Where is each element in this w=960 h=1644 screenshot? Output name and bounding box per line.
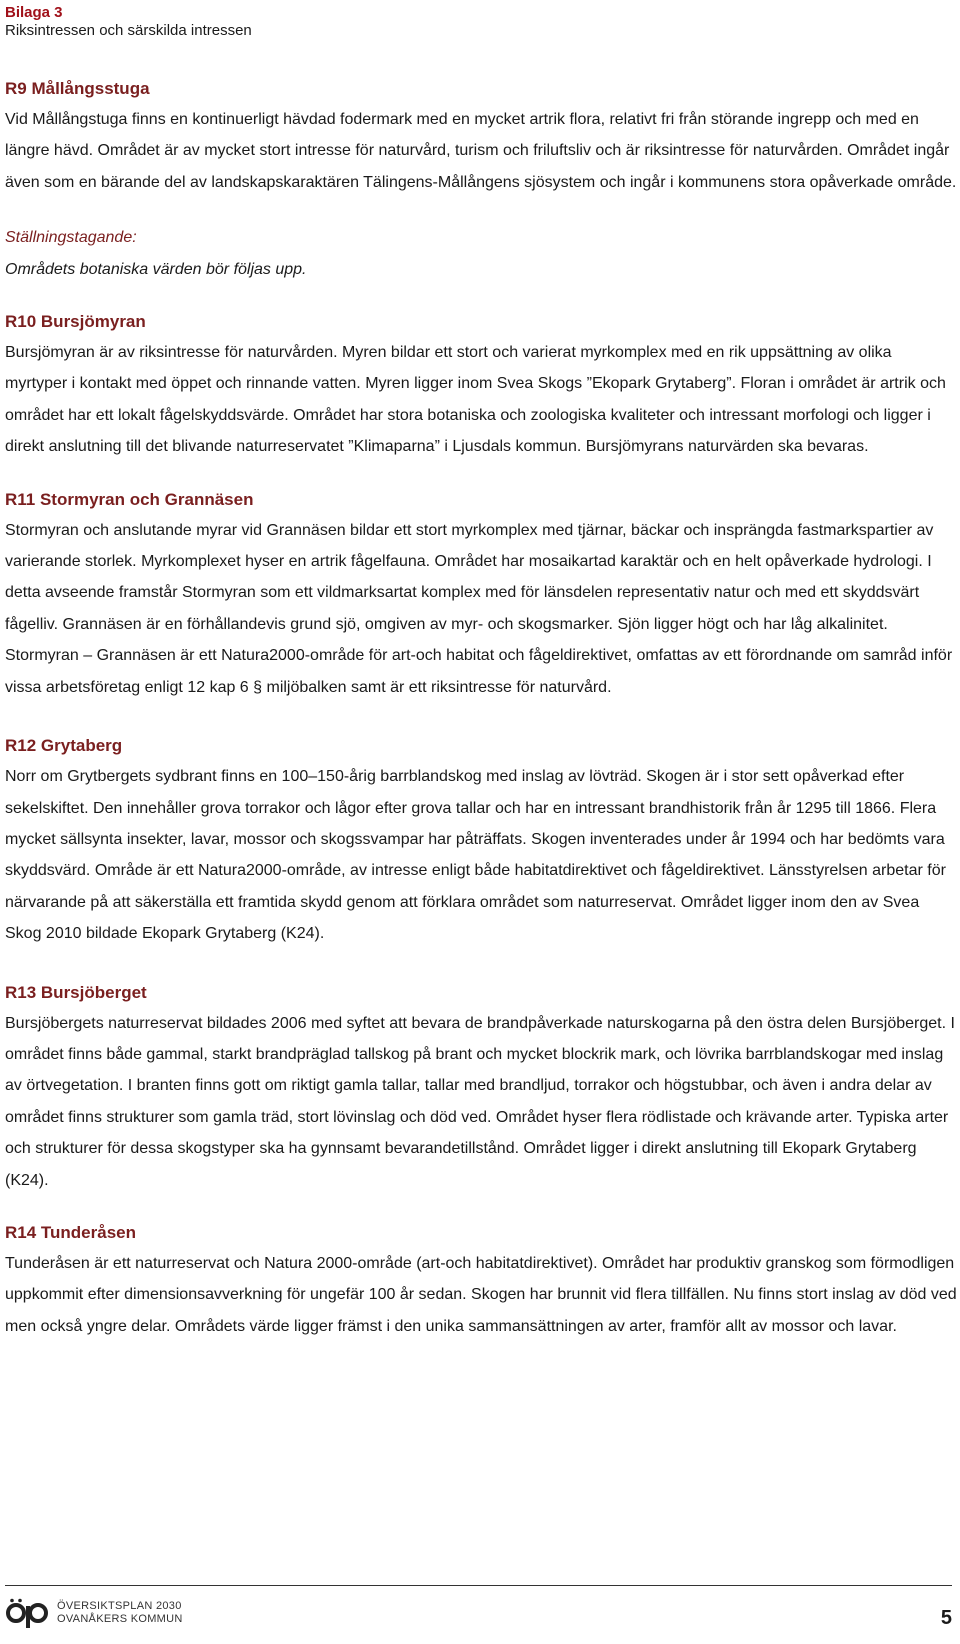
section-title: R13 Bursjöberget — [5, 982, 147, 1002]
section-title: R11 Stormyran och Grannäsen — [5, 489, 254, 509]
footer-divider — [5, 1585, 952, 1586]
section-paragraph: Stormyran och anslutande myrar vid Grannäsen bildar ett stort myrkomplex med tjärnar, bäckar och insprängda fastmarkspartier av varierande storlek. Myrkomplexet hyser en artrik fågelfauna. Området har mosaikartad karaktär och en helt opåverkade hydrologi. I detta avseende framstår Stormyran som ett vildmarksartat komplex med för länsdelen representativ natur och med ett skyddsvärt fågelliv. Grannäsen är en förhållandevis grund sjö, omgiven av myr- och skogsmarker. Sjön ligger högt och har låg alkalinitet. Stormyran – Grannäsen är ett Natura2000-område för art-och habitat och fågeldirektivet, omfattas av ett förordnande om samråd inför vissa arbetsföretag enligt 12 kap 6 § miljöbalken samt är ett riksintresse för naturvård. — [5, 521, 953, 696]
section-title: R10 Bursjömyran — [5, 312, 146, 332]
section-title: R12 Grytaberg — [5, 736, 123, 756]
section-r13 — [5, 978, 957, 1196]
section-paragraph: Tunderåsen är ett naturreservat och Natura 2000-område (art-och habitatdirektivet). Området har produktiv granskog som förmodligen uppkommit efter dimensionsavverkning för ungefär 100 år sedan. Skogen har brunnit vid flera tillfällen. Nu finns stort inslag av död ved men också yngre delar. Områdets värde ligger främst i den unika sammansättningen av arter, framför allt av mossor och lavar. — [5, 1254, 957, 1335]
page-header — [5, 4, 252, 40]
section-r12 — [5, 731, 957, 949]
section-paragraph: Bursjömyran är av riksintresse för naturvården. Myren bildar ett stort och varierat myrkomplex med en rik uppsättning av olika myrtyper i kontakt med öppet och rinnande vatten. Myren ligger inom Svea Skogs ”Ekopark Grytaberg”. Floran i området är artrik och området har ett lokalt fågelskyddsvärde. Området har stora botaniska och zoologiska kvaliteter och intressant morfologi och ligger i direkt anslutning till det blivande naturreservatet ”Klimaparna” i Ljusdals kommun. Bursjömyrans naturvärden ska bevaras. — [5, 344, 946, 456]
section-paragraph: Vid Mållångstuga finns en kontinuerligt hävdad fodermark med en mycket artrik flora, relativt fri från störande ingrepp och med en längre hävd. Området är av mycket stort intresse för naturvård, turism och friluftsliv och är riksintresse för naturvården. Området ingår även som en bärande del av landskapskaraktären Tälingens-Mållångens sjösystem och ingår i kommunens stora opåverkade område. — [5, 111, 957, 191]
municipality-logo — [5, 1598, 183, 1628]
position-text: Områdets botaniska värden bör följas upp. — [5, 260, 307, 278]
op-logo-icon — [5, 1598, 51, 1628]
page-number: 5 — [940, 1607, 952, 1629]
section-title: R9 Mållångsstuga — [5, 79, 150, 98]
section-paragraph: Bursjöbergets naturreservat bildades 2006 med syftet att bevara de brandpåverkade naturskogarna på den östra delen Bursjöberget. I området finns både gammal, starkt brandpräglad tallskog på brant och mycket blockrik mark, och lövrika barrblandskogar med inslag av örtvegetation. I branten finns gott om riktigt gamla tallar, tallar med brandljud, torrakor och högstubbar, och även i andra delar av området finns strukturer som gamla träd, stort lövinslag och död ved. Området hyser flera rödlistade och krävande arter. Typiska arter och strukturer för dessa skogstyper ska ha gynnsamt bevarandetillstånd. Området ligger i direkt anslutning till Ekopark Grytaberg (K24). — [5, 1014, 955, 1189]
section-r10 — [5, 307, 957, 463]
logo-line-plan: ÖVERSIKTSPLAN 2030 — [57, 1600, 182, 1612]
section-paragraph: Norr om Grytbergets sydbrant finns en 100–150-årig barrblandskog med inslag av lövträd. Skogen är i stor sett opåverkad efter sekelskiftet. Den innehåller grova torrakor och lågor efter grova tallar och har en intressant brandhistorik från år 1295 till 1866. Flera mycket sällsynta insekter, lavar, mossor och skogssvampar har påträffats. Skogen inventerades under år 1994 och har bedömts vara skyddsvärd. Område är ett Natura2000-område, av intresse enligt både habitatdirektivet och fågeldirektivet. Länsstyrelsen arbetar för närvarande på att säkerställa ett framtida skydd genom att förklara området som naturreservat. Området ligger inom den av Svea Skog 2010 bildade Ekopark Grytaberg (K24). — [5, 768, 946, 943]
appendix-label: Bilaga 3 — [5, 4, 63, 21]
section-r14 — [5, 1218, 957, 1342]
logo-text — [57, 1600, 183, 1626]
section-r9 — [5, 74, 957, 285]
logo-line-municipality: OVANÅKERS KOMMUN — [57, 1613, 183, 1625]
section-title: R14 Tunderåsen — [5, 1222, 137, 1242]
document-body — [5, 74, 957, 1342]
section-r11 — [5, 485, 957, 703]
position-heading: Ställningstagande: — [5, 229, 137, 247]
appendix-subtitle: Riksintressen och särskilda intressen — [5, 22, 252, 39]
